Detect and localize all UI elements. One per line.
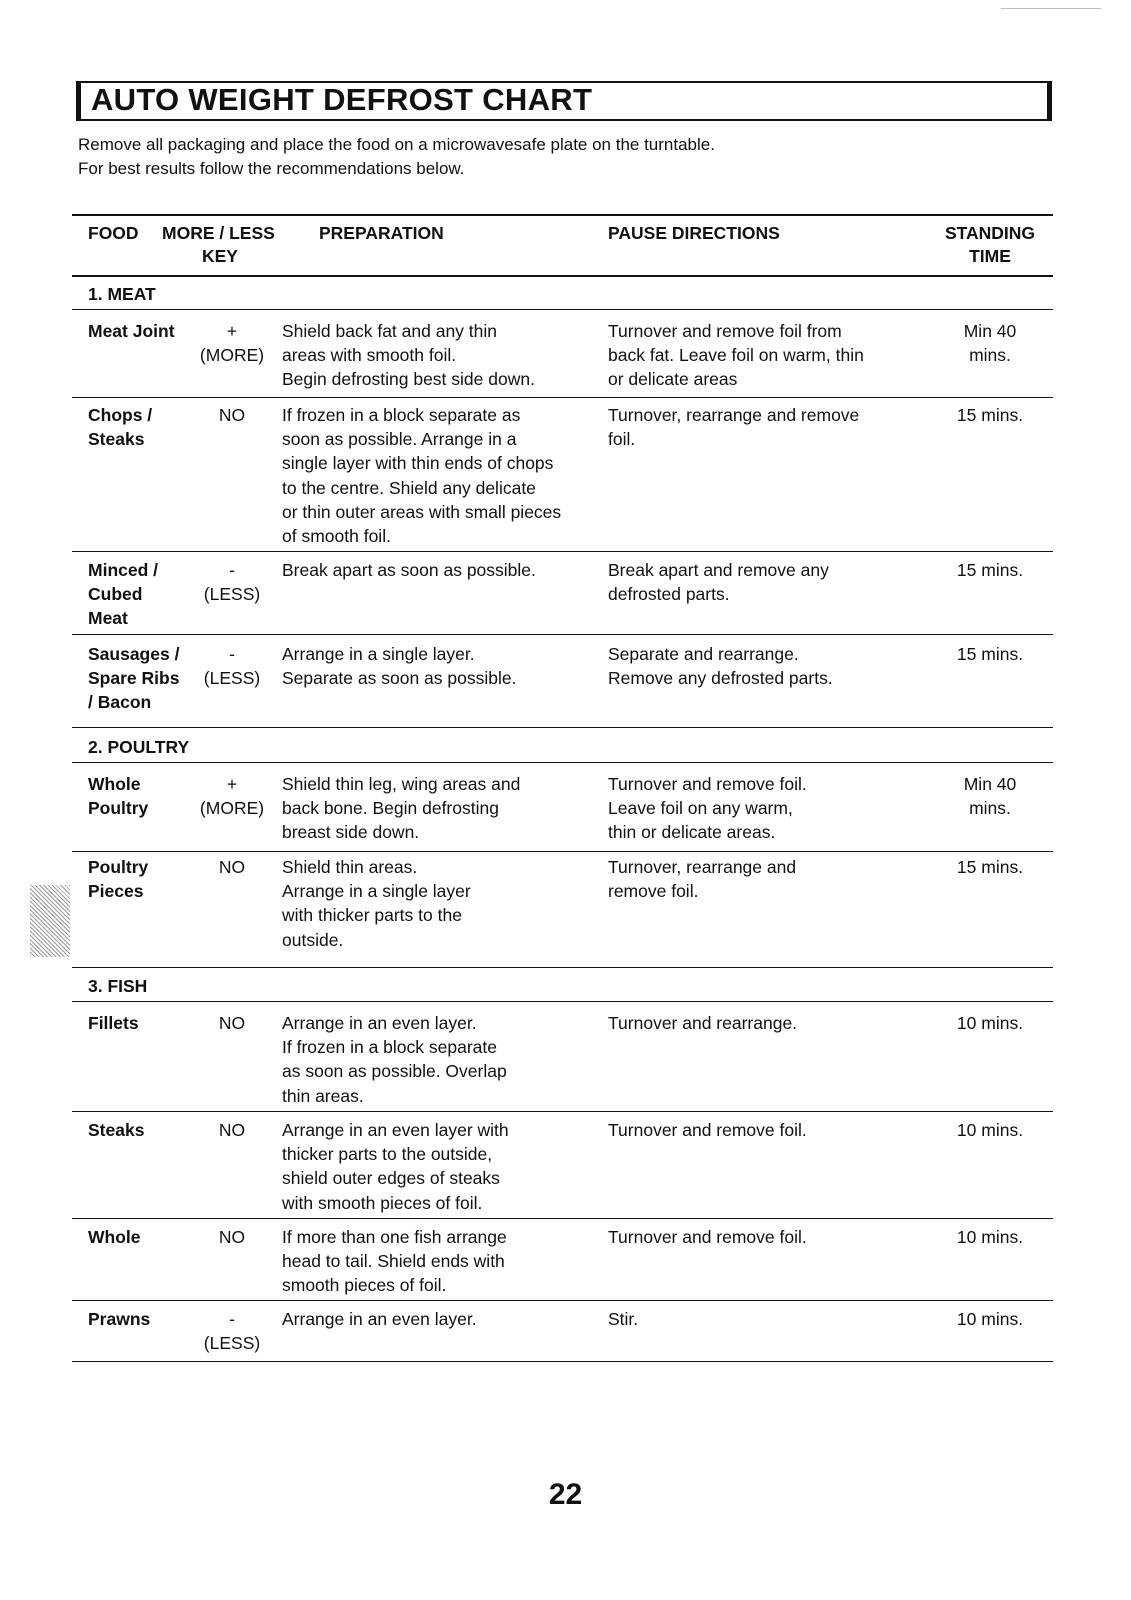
preparation-cell (282, 772, 604, 845)
row-rule (72, 397, 1053, 398)
cell-line: thin areas. (282, 1085, 364, 1106)
cell-line: Break apart and remove any (608, 560, 829, 580)
table-top-rule (72, 214, 1053, 216)
standing-time-cell (940, 1307, 1040, 1331)
preparation-cell (282, 1011, 604, 1108)
cell-line: or delicate areas (608, 369, 738, 390)
pause-directions-cell (608, 855, 928, 903)
cell-line: If frozen in a block separate (282, 1037, 497, 1058)
cell-line: NO (218, 1013, 246, 1033)
cell-line: Min 40 (963, 321, 1017, 341)
cell-line: (LESS) (203, 668, 261, 689)
standing-time-cell (940, 1011, 1040, 1035)
cell-line: Turnover and remove foil. (608, 1120, 807, 1140)
cell-line: Minced / (88, 560, 159, 580)
key-cell (192, 855, 272, 879)
cell-line: (MORE) (199, 798, 265, 819)
food-cell (88, 1225, 198, 1249)
cell-line: NO (218, 1120, 246, 1140)
standing-time-cell (940, 403, 1040, 427)
row-rule (72, 1111, 1053, 1112)
cell-line: Poultry (88, 857, 149, 877)
cell-line: If frozen in a block separate as (282, 405, 521, 425)
row-rule (72, 727, 1053, 728)
cell-line: 10 mins. (956, 1227, 1024, 1247)
preparation-cell (282, 403, 604, 548)
key-cell (192, 558, 272, 606)
chart-title-box (76, 81, 1052, 121)
cell-line: remove foil. (608, 881, 699, 902)
cell-line: Fillets (88, 1013, 139, 1033)
standing-time-cell (940, 558, 1040, 582)
preparation-cell (282, 642, 604, 690)
header-key (162, 222, 292, 268)
key-cell (192, 403, 272, 427)
pause-directions-cell (608, 1307, 928, 1331)
cell-line: Stir. (608, 1309, 639, 1329)
cell-line: + (226, 774, 238, 794)
key-cell (192, 319, 272, 367)
cell-line: Shield back fat and any thin (282, 321, 498, 341)
key-cell (192, 1307, 272, 1355)
cell-line: 10 mins. (956, 1120, 1024, 1140)
cell-line: Prawns (88, 1309, 151, 1329)
header-pause-directions: PAUSE DIRECTIONS (608, 223, 780, 243)
cell-line: Separate as soon as possible. (282, 668, 517, 689)
section-heading: 2. POULTRY (88, 737, 190, 757)
standing-time-cell (940, 1225, 1040, 1249)
food-cell (88, 772, 198, 820)
cell-line: / Bacon (88, 692, 152, 713)
cell-line: Poultry (88, 798, 149, 819)
cell-line: - (229, 1309, 235, 1329)
key-cell (192, 1118, 272, 1142)
cell-line: areas with smooth foil. (282, 345, 457, 366)
page-edge-tab (30, 885, 70, 957)
scan-artifact (1001, 8, 1101, 9)
cell-line: Turnover and rearrange. (608, 1013, 798, 1033)
food-cell (88, 855, 198, 903)
cell-line: mins. (969, 798, 1011, 819)
cell-line: smooth pieces of foil. (282, 1275, 447, 1296)
cell-line: Separate and rearrange. (608, 644, 799, 664)
section-heading: 3. FISH (88, 976, 148, 996)
cell-line: Sausages / (88, 644, 180, 664)
cell-line: If more than one fish arrange (282, 1227, 507, 1247)
cell-line: 15 mins. (956, 857, 1024, 877)
cell-line: Turnover and remove foil from (608, 321, 842, 341)
pause-directions-cell (608, 403, 928, 451)
cell-line: (LESS) (203, 584, 261, 605)
key-cell (192, 1011, 272, 1035)
intro-line: For best results follow the recommendations below. (78, 159, 465, 178)
preparation-cell (282, 1225, 604, 1298)
pause-directions-cell (608, 558, 928, 606)
cell-line: or thin outer areas with small pieces (282, 501, 562, 522)
row-rule (72, 1218, 1053, 1219)
cell-line: Shield thin areas. (282, 857, 418, 877)
header-bottom-rule (72, 275, 1053, 277)
cell-line: Arrange in an even layer. (282, 1309, 477, 1329)
standing-time-cell (940, 772, 1040, 820)
cell-line: NO (218, 405, 246, 425)
cell-line: Arrange in an even layer with (282, 1120, 509, 1140)
standing-time-cell (940, 319, 1040, 367)
cell-line: Whole (88, 774, 141, 794)
cell-line: Remove any defrosted parts. (608, 668, 833, 689)
header-key-line1: MORE / LESS (162, 223, 275, 243)
cell-line: NO (218, 1227, 246, 1247)
cell-line: Chops / (88, 405, 153, 425)
cell-line: - (229, 560, 235, 580)
cell-line: NO (218, 857, 246, 877)
preparation-cell (282, 855, 604, 952)
cell-line: Break apart as soon as possible. (282, 560, 536, 580)
section-heading: 1. MEAT (88, 284, 156, 304)
food-cell (88, 642, 198, 715)
intro-text (78, 133, 715, 181)
intro-line: Remove all packaging and place the food on a microwavesafe plate on the turntable. (78, 135, 715, 154)
standing-time-cell (940, 1118, 1040, 1142)
cell-line: defrosted parts. (608, 584, 730, 605)
cell-line: Arrange in a single layer. (282, 644, 475, 664)
cell-line: Leave foil on any warm, (608, 798, 793, 819)
cell-line: - (229, 644, 235, 664)
cell-line: shield outer edges of steaks (282, 1168, 500, 1189)
cell-line: Begin defrosting best side down. (282, 369, 535, 390)
header-standing-time (930, 222, 1050, 268)
cell-line: as soon as possible. Overlap (282, 1061, 507, 1082)
food-cell (88, 319, 198, 343)
cell-line: Pieces (88, 881, 144, 902)
cell-line: 15 mins. (956, 560, 1024, 580)
row-rule (72, 551, 1053, 552)
chart-title: AUTO WEIGHT DEFROST CHART (91, 82, 593, 117)
cell-line: thin or delicate areas. (608, 822, 776, 843)
cell-line: Meat (88, 608, 128, 629)
cell-line: to the centre. Shield any delicate (282, 477, 536, 498)
cell-line: with thicker parts to the (282, 905, 462, 926)
header-preparation: PREPARATION (319, 223, 444, 243)
header-standing-line2: TIME (969, 246, 1011, 266)
row-rule (72, 1300, 1053, 1301)
cell-line: Min 40 (963, 774, 1017, 794)
header-standing-line1: STANDING (944, 223, 1036, 243)
pause-directions-cell (608, 772, 928, 845)
standing-time-cell (940, 642, 1040, 666)
cell-line: + (226, 321, 238, 341)
cell-line: single layer with thin ends of chops (282, 453, 554, 474)
cell-line: back fat. Leave foil on warm, thin (608, 345, 864, 366)
page-number: 22 (548, 1478, 583, 1511)
cell-line: Steaks (88, 429, 145, 450)
food-cell (88, 1307, 198, 1331)
key-cell (192, 642, 272, 690)
cell-line: thicker parts to the outside, (282, 1144, 493, 1165)
pause-directions-cell (608, 1118, 928, 1142)
preparation-cell (282, 1307, 604, 1331)
cell-line: 15 mins. (956, 405, 1024, 425)
cell-line: 10 mins. (956, 1309, 1024, 1329)
cell-line: (LESS) (203, 1333, 261, 1354)
food-cell (88, 1118, 198, 1142)
cell-line: Spare Ribs (88, 668, 180, 689)
cell-line: 15 mins. (956, 644, 1024, 664)
cell-line: soon as possible. Arrange in a (282, 429, 517, 450)
row-rule (72, 967, 1053, 968)
preparation-cell (282, 319, 604, 392)
key-cell (192, 772, 272, 820)
cell-line: Turnover, rearrange and remove (608, 405, 860, 425)
cell-line: head to tail. Shield ends with (282, 1251, 505, 1272)
key-cell (192, 1225, 272, 1249)
cell-line: (MORE) (199, 345, 265, 366)
cell-line: Turnover and remove foil. (608, 774, 807, 794)
section-rule (72, 762, 1053, 763)
food-cell (88, 1011, 198, 1035)
cell-line: of smooth foil. (282, 526, 391, 547)
row-rule (72, 634, 1053, 635)
section-rule (72, 1001, 1053, 1002)
cell-line: Steaks (88, 1120, 145, 1140)
header-food: FOOD (88, 223, 139, 243)
row-rule (72, 1361, 1053, 1362)
pause-directions-cell (608, 319, 928, 392)
cell-line: Turnover, rearrange and (608, 857, 797, 877)
pause-directions-cell (608, 1225, 928, 1249)
header-key-line2: KEY (202, 246, 238, 266)
section-rule (72, 309, 1053, 310)
cell-line: 10 mins. (956, 1013, 1024, 1033)
cell-line: Whole (88, 1227, 141, 1247)
preparation-cell (282, 558, 604, 582)
cell-line: Meat Joint (88, 321, 175, 341)
cell-line: Turnover and remove foil. (608, 1227, 807, 1247)
preparation-cell (282, 1118, 604, 1215)
row-rule (72, 851, 1053, 852)
cell-line: breast side down. (282, 822, 420, 843)
standing-time-cell (940, 855, 1040, 879)
pause-directions-cell (608, 642, 928, 690)
cell-line: with smooth pieces of foil. (282, 1192, 483, 1213)
cell-line: Arrange in an even layer. (282, 1013, 477, 1033)
cell-line: outside. (282, 929, 344, 950)
cell-line: Arrange in a single layer (282, 881, 471, 902)
food-cell (88, 558, 198, 631)
cell-line: Shield thin leg, wing areas and (282, 774, 521, 794)
cell-line: back bone. Begin defrosting (282, 798, 499, 819)
cell-line: mins. (969, 345, 1011, 366)
pause-directions-cell (608, 1011, 928, 1035)
cell-line: Cubed (88, 584, 143, 605)
food-cell (88, 403, 198, 451)
cell-line: foil. (608, 429, 636, 450)
